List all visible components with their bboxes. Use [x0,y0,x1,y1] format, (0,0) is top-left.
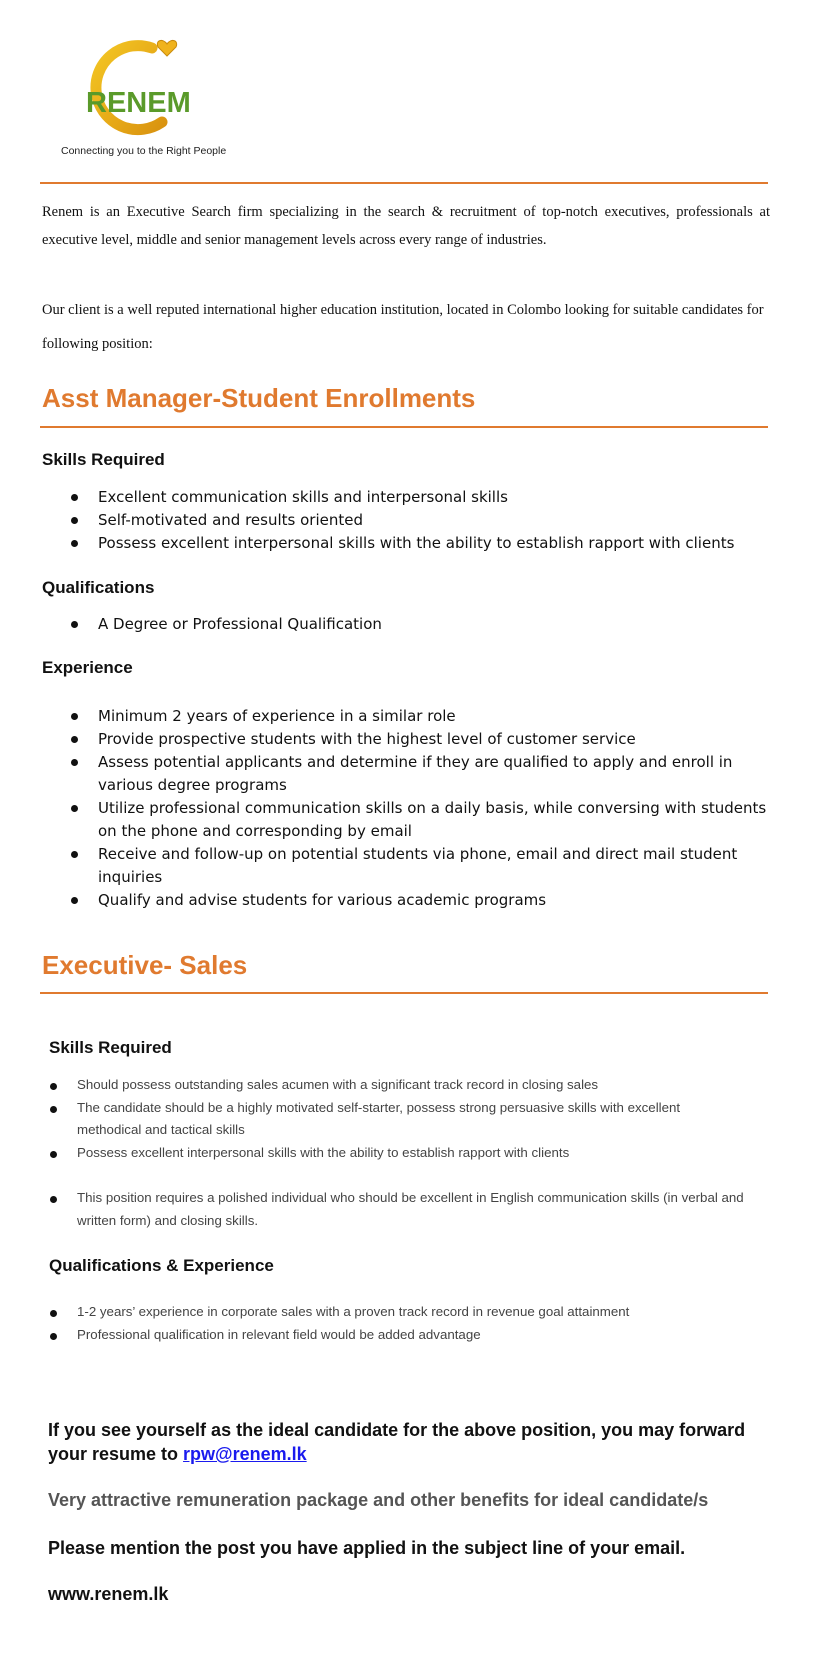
list-item: Receive and follow-up on potential students via phone, email and direct mail student inquiries [40,843,770,889]
bullet-icon [71,621,78,628]
bullet-icon [71,494,78,501]
subject-line-note: Please mention the post you have applied in the subject line of your email. [48,1538,686,1558]
logo-wordmark: RENEM [86,87,191,119]
job1-title: Asst Manager-Student Enrollments [42,383,476,413]
list-item: Utilize professional communication skills on a daily basis, while conversing with students on the phone and corresponding by email [40,797,770,843]
bullet-icon [71,713,78,720]
list-item: Possess excellent interpersonal skills with the ability to establish rapport with clients [46,1142,746,1165]
list-item: Assess potential applicants and determine if they are qualified to apply and enroll in various degree programs [40,751,770,797]
job1-experience-list [40,705,770,912]
header-divider [40,182,768,184]
list-item: Possess excellent interpersonal skills with the ability to establish rapport with clients [40,532,770,555]
bullet-icon [50,1083,57,1090]
intro-paragraph: Renem is an Executive Search firm specializing in the search & recruitment of top-notch executives, professionals at executive level, middle and senior management levels across every range of industries. [42,204,770,248]
job2-title: Executive- Sales [42,950,248,980]
logo-tagline: Connecting you to the Right People [61,145,227,157]
list-item: The candidate should be a highly motivated self-starter, possess strong persuasive skills with excellent methodical and tactical skills [46,1097,746,1142]
bullet-icon [50,1333,57,1340]
list-item: Provide prospective students with the highest level of customer service [40,728,770,751]
job2-skills-list [46,1074,746,1164]
job1-skills-list [40,486,770,555]
job2-extra-list [46,1187,746,1232]
website-text: www.renem.lk [48,1584,169,1604]
job2-qe-heading: Qualifications & Experience [49,1256,274,1275]
bullet-icon [71,540,78,547]
list-item: 1-2 years’ experience in corporate sales with a proven track record in revenue goal attainment [46,1301,746,1324]
bullet-icon [71,517,78,524]
list-item: Minimum 2 years of experience in a similar role [40,705,770,728]
list-item: This position requires a polished individual who should be excellent in English communication skills (in verbal and written form) and closing skills. [46,1187,746,1232]
bullet-icon [50,1106,57,1113]
job1-qualifications-heading: Qualifications [42,578,155,597]
list-item: A Degree or Professional Qualification [40,613,770,636]
list-item: Excellent communication skills and interpersonal skills [40,486,770,509]
list-item: Qualify and advise students for various academic programs [40,889,770,912]
client-paragraph: Our client is a well reputed international higher education institution, located in Colombo looking for suitable candidates for following position: [42,302,764,352]
bullet-icon [50,1196,57,1203]
job2-qe-list [46,1301,746,1346]
email-link[interactable]: rpw@renem.lk [183,1444,307,1464]
bullet-icon [50,1310,57,1317]
apply-instructions: If you see yourself as the ideal candidate for the above position, you may forward your resume to rpw@renem.lk [48,1420,746,1464]
list-item: Professional qualification in relevant field would be added advantage [46,1324,746,1347]
job2-divider [40,992,768,994]
bullet-icon [71,736,78,743]
bullet-icon [71,851,78,858]
job1-experience-heading: Experience [42,658,133,677]
remuneration-note: Very attractive remuneration package and other benefits for ideal candidate/s [48,1490,709,1510]
job1-divider [40,426,768,428]
bullet-icon [71,897,78,904]
list-item: Should possess outstanding sales acumen with a significant track record in closing sales [46,1074,746,1097]
job1-qualifications-list [40,613,770,636]
bullet-icon [71,759,78,766]
job2-skills-heading: Skills Required [49,1038,172,1057]
bullet-icon [50,1151,57,1158]
bullet-icon [71,805,78,812]
job1-skills-heading: Skills Required [42,450,165,469]
list-item: Self-motivated and results oriented [40,509,770,532]
